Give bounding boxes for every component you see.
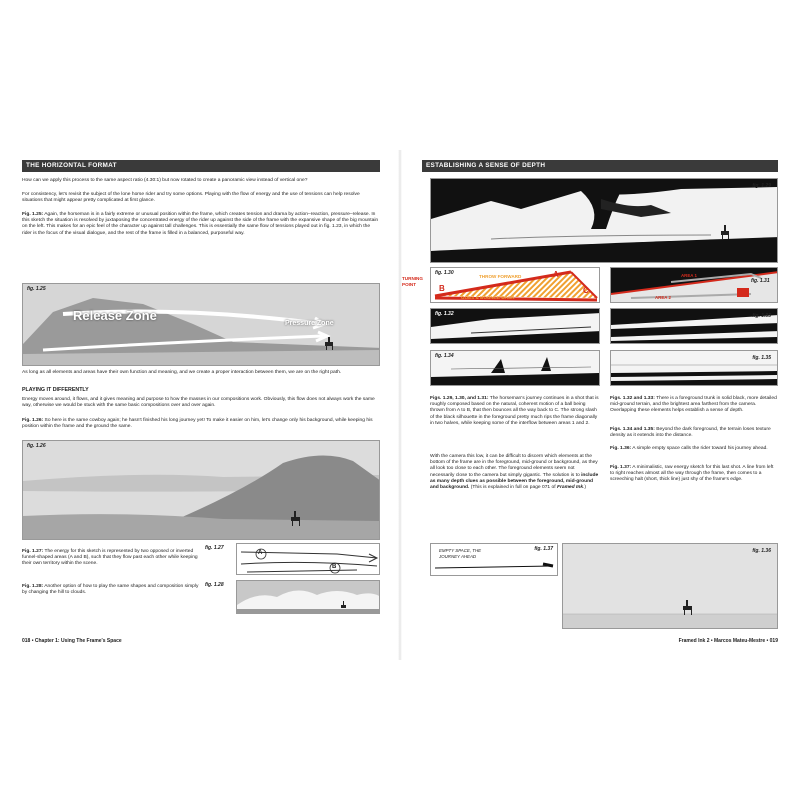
fig-1-32-sketch: [430, 308, 600, 344]
fig-1-31-sketch: [610, 267, 778, 303]
fig-1-32-label: fig. 1.32: [435, 311, 454, 317]
fig-1-27-b-label: B: [332, 564, 337, 570]
depth-clues-paragraph: With the camera this low, it can be difficult to discern which elements at the bottom of the frame are in the foreground, mid-ground or background, as they all look too close to each other. The foreground elements seem not necessarily close to the camera but simply gigantic. The solution is to include as many depth clues as possible between the foreground, mid-ground and background. (This is explained in full on page 071 of Framed Ink.): [430, 454, 599, 491]
intro-paragraph: How can we apply this process to the same aspect ratio (4.30:1) but now rotated to create a panoramic view instead of vertical one?: [22, 178, 308, 183]
fig-1-30-label: fig. 1.30: [435, 270, 454, 276]
consistency-paragraph: For consistency, let's revisit the subject of the lone horse rider and try some options. Playing with the flow of energy and the use of tensions can help resolve situations that might appear pretty complicated at first glance.: [22, 192, 360, 204]
area-1-label: AREA 1: [681, 273, 697, 278]
fig-1-35-sketch: [610, 350, 778, 386]
fig127-paragraph: Fig. 1.27: The energy for this sketch is represented by two opposed or inverted funnel-shaped areas (A and B), such that they flow past each other while keeping their own territory within the scene.: [22, 549, 198, 567]
fig-1-27-a-label: A: [258, 550, 263, 556]
energy-paragraph: Energy moves around, it flows, and it gives meaning and purpose to how the masses in our compositions work. Obviously, this flow does not always work the same way, otherwise we would be stuck with the same basic compositions over and over again.: [22, 397, 375, 409]
fig-1-31-label: fig. 1.31: [751, 278, 770, 284]
area-2-label: AREA 2: [655, 295, 671, 300]
fig-1-30-b-label: B: [439, 284, 445, 293]
fig-1-26-label: fig. 1.26: [27, 443, 46, 449]
fig-1-25-sketch: [22, 283, 380, 366]
fig-1-27-sketch: [236, 543, 380, 575]
figs-134-135-paragraph: Figs. 1.34 and 1.35: Beyond the dark foreground, the terrain loses texture density as it extends into the distance.: [610, 427, 771, 439]
fig-1-33-label: fig. 1.33: [752, 313, 771, 319]
fig-1-37-sketch: [430, 543, 558, 576]
right-page: [400, 0, 800, 800]
functions-paragraph: As long as all elements and areas have their own function and meaning, and we create a proper interaction between them, we are on the right path.: [22, 370, 342, 375]
throw-forward-label: THROW FORWARD: [479, 274, 522, 279]
right-page-footer: Framed Ink 2 • Marcos Mateu-Mestre • 019: [678, 638, 778, 644]
release-zone-label: Release Zone: [73, 308, 157, 323]
fig-137-paragraph: Fig. 1.37: A minimalistic, raw energy sketch for this last shot. A line from left to right reaches almost all the way through the frame, then comes to a screeching halt (short, thick line) just shy of the frame's edge.: [610, 465, 774, 483]
fig-1-33-sketch: [610, 308, 778, 344]
turning-point-label: TURNING POINT: [402, 276, 423, 287]
fig-1-30-c-label: C: [583, 286, 589, 295]
fig-1-28-sketch: [236, 580, 380, 614]
fig-1-29-label: fig. 1.29: [752, 183, 771, 189]
fig-1-35-label: fig. 1.35: [752, 355, 771, 361]
fig-1-30-sketch: [430, 267, 600, 303]
fig125-paragraph: Fig. 1.25: Again, the horseman is in a fairly extreme or unusual position within the frame, which creates tension and drama by action–reaction, pressure–release. In this sketch the situation is resolved by juxtaposing the concentrated energy of the rider up against the side of the frame with the expansive shape of the big mountain on the left. This makes for an epic feel of the character up against tall challenges. This is essentially the same flow of tensions played out in fig. 1.23, in which the rider is the focus of the visual dialogue, and the rest of the frame is filled in a balanced, purposeful way.: [22, 212, 379, 236]
fig-1-28-label: fig. 1.28: [205, 582, 224, 588]
pressure-zone-label: Pressure Zone: [285, 320, 334, 327]
fig-136-paragraph: Fig. 1.36: A simple empty space calls the rider toward his journey ahead.: [610, 446, 768, 451]
section-title-horizontal-format: THE HORIZONTAL FORMAT: [22, 160, 380, 172]
figs-129-131-paragraph: Figs. 1.29, 1.30, and 1.31: The horseman's journey continues in a shot that is roughly composed based on the natural, coherent motion of a ball being thrown from A to B, that then bounces all the way back to C. The strong slash of the black silhouette in the foreground pretty much rips the frame diagonally in two halves, while keeping some of the interflow between areas 1 and 2.: [430, 396, 599, 426]
section-title-depth: ESTABLISHING A SENSE OF DEPTH: [422, 160, 778, 172]
fig-1-29-sketch: [430, 178, 778, 263]
fig-1-34-label: fig. 1.34: [435, 353, 454, 359]
fig-1-30-a-label: A: [553, 270, 559, 279]
fig-1-36-sketch: [562, 543, 778, 629]
fig-1-34-sketch: [430, 350, 600, 386]
goes-bounce-back-label: GOES & BOUNCE BACK: [461, 295, 515, 300]
fig-1-37-note: EMPTY SPACE, THE JOURNEY AHEAD: [439, 548, 482, 559]
fig-1-25-label: fig. 1.25: [27, 286, 46, 292]
fig-1-26-sketch: [22, 440, 380, 540]
figs-132-133-paragraph: Figs. 1.32 and 1.33: There is a foreground trunk in solid black, more detailed mid-ground terrain, and the brightest area farthest from the camera. Overlapping these elements helps establish a sense of depth.: [610, 396, 777, 414]
fig128-paragraph: Fig. 1.28: Another option of how to play the same shapes and composition simply by changing the hill to clouds.: [22, 584, 199, 596]
fig-1-37-label: fig. 1.37: [534, 546, 553, 552]
fig-1-27-label: fig. 1.27: [205, 545, 224, 551]
fig-1-36-label: fig. 1.36: [752, 548, 771, 554]
fig126-paragraph: Fig. 1.26: So here is the same cowboy again; he hasn't finished his long journey yet! To make it easier on him, let's change only his background, while keeping his position within the frame and the ground the same.: [22, 418, 373, 430]
left-page-footer: 018 • Chapter 1: Using The Frame's Space: [22, 638, 122, 644]
playing-differently-heading: PLAYING IT DIFFERENTLY: [22, 387, 89, 393]
